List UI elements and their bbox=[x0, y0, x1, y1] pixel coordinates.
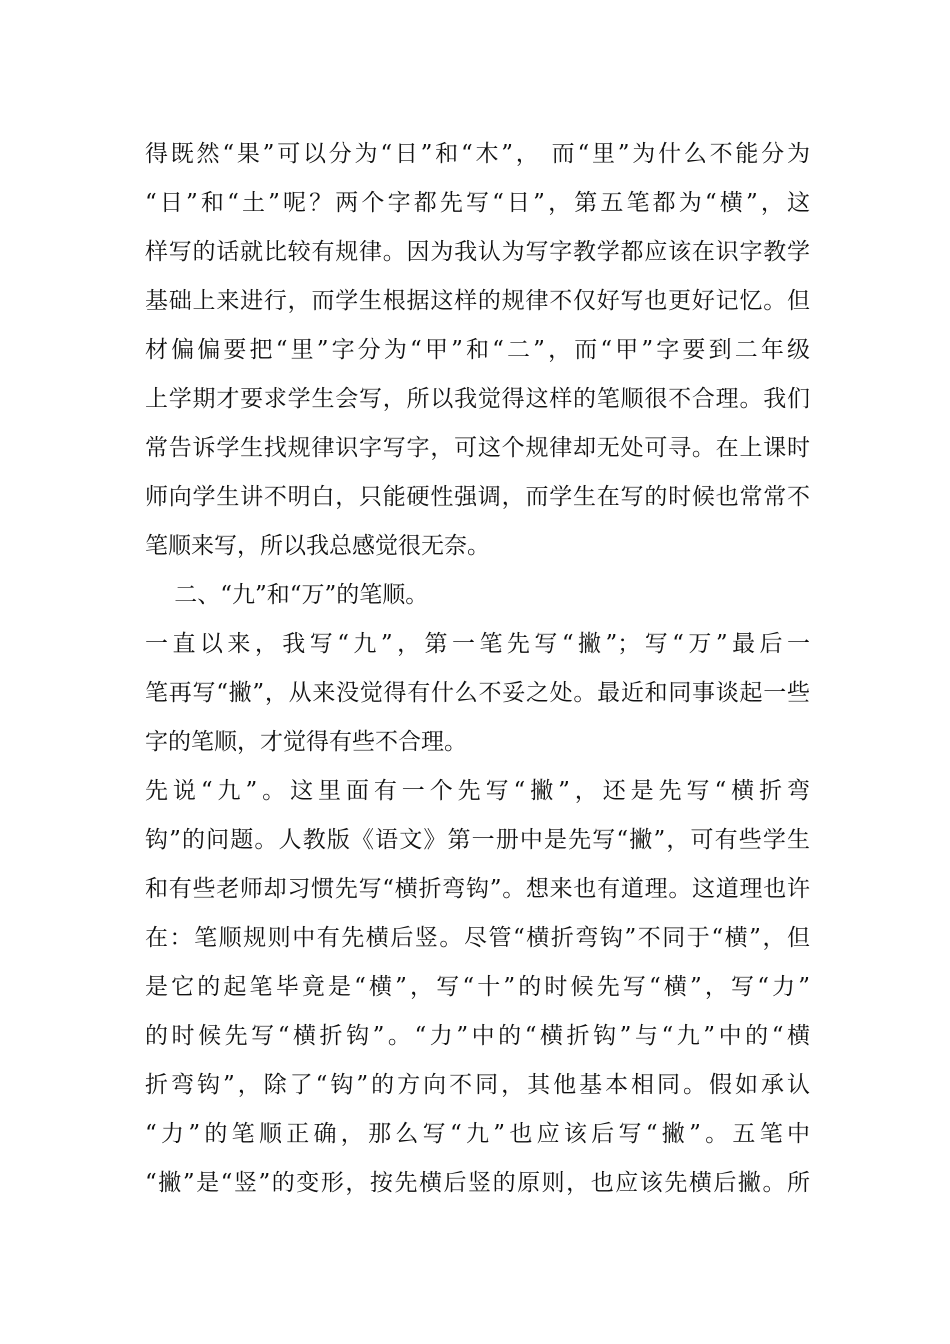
text-line: “力”的笔顺正确，那么写“九”也应该后写“撇”。五笔中 bbox=[145, 1121, 810, 1147]
text-line: 笔顺来写，所以我总感觉很无奈。 bbox=[145, 533, 490, 559]
text-line: 钩”的问题。人教版《语文》第一册中是先写“撇”，可有些学生 bbox=[145, 827, 810, 853]
text-line: 师向学生讲不明白，只能硬性强调，而学生在写的时候也常常不 bbox=[145, 484, 810, 510]
text-line: 样写的话就比较有规律。因为我认为写字教学都应该在识字教学 bbox=[145, 239, 810, 265]
text-line: 在：笔顺规则中有先横后竖。尽管“横折弯钩”不同于“横”，但 bbox=[145, 925, 810, 951]
text-line: 上学期才要求学生会写，所以我觉得这样的笔顺很不合理。我们 bbox=[145, 386, 810, 412]
text-line: 得既然“果”可以分为“日”和“木”， 而“里”为什么不能分为 bbox=[145, 141, 810, 167]
text-line: 材偏偏要把“里”字分为“甲”和“二”，而“甲”字要到二年级 bbox=[145, 337, 810, 363]
text-line: 折弯钩”，除了“钩”的方向不同，其他基本相同。假如承认 bbox=[145, 1072, 810, 1098]
text-line: 字的笔顺，才觉得有些不合理。 bbox=[145, 729, 467, 755]
text-line: 笔再写“撇”，从来没觉得有什么不妥之处。最近和同事谈起一些 bbox=[145, 680, 810, 706]
text-line: “撇”是“竖”的变形，按先横后竖的原则，也应该先横后撇。所 bbox=[145, 1170, 810, 1196]
text-line: 的时候先写“横折钩”。“力”中的“横折钩”与“九”中的“横 bbox=[145, 1023, 810, 1049]
text-line: 常告诉学生找规律识字写字，可这个规律却无处可寻。在上课时 bbox=[145, 435, 810, 461]
section-heading: 二、“九”和“万”的笔顺。 bbox=[145, 582, 429, 608]
text-line: 基础上来进行，而学生根据这样的规律不仅好写也更好记忆。但 bbox=[145, 288, 810, 314]
text-line: “日”和“土”呢？两个字都先写“日”，第五笔都为“横”，这 bbox=[145, 190, 810, 216]
text-line: 是它的起笔毕竟是“横”，写“十”的时候先写“横”，写“力” bbox=[145, 974, 810, 1000]
body-text bbox=[145, 130, 810, 1208]
text-line: 一直以来，我写“九”，第一笔先写“撇”；写“万”最后一 bbox=[145, 631, 810, 657]
text-line: 先说“九”。这里面有一个先写“撇”，还是先写“横折弯 bbox=[145, 778, 810, 804]
text-line: 和有些老师却习惯先写“横折弯钩”。想来也有道理。这道理也许 bbox=[145, 876, 810, 902]
